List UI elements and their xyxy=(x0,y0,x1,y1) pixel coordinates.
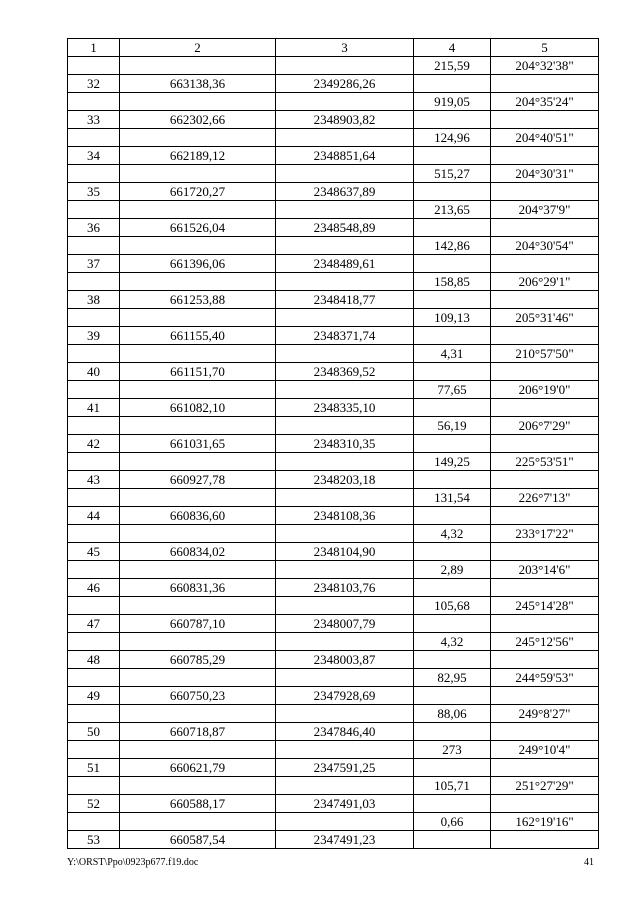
cell-bearing: 244°59'53" xyxy=(491,669,599,687)
cell-point-number: 42 xyxy=(68,435,120,453)
cell-distance: 2,89 xyxy=(414,561,491,579)
cell-bearing: 204°30'54" xyxy=(491,237,599,255)
footer-file-path: Y:\ORST\Ppo\0923p677.f19.doc xyxy=(67,857,199,868)
cell-x: 660834,02 xyxy=(120,543,276,561)
table-row xyxy=(68,93,599,111)
cell-y: 2348637,89 xyxy=(276,183,414,201)
cell-x xyxy=(120,129,276,147)
cell-x: 661396,06 xyxy=(120,255,276,273)
cell-x: 660787,10 xyxy=(120,615,276,633)
cell-y: 2348003,87 xyxy=(276,651,414,669)
cell-bearing: 162°19'16" xyxy=(491,813,599,831)
cell-x xyxy=(120,561,276,579)
cell-x xyxy=(120,93,276,111)
cell-bearing: 204°37'9" xyxy=(491,201,599,219)
cell-distance xyxy=(414,471,491,489)
table-row xyxy=(68,669,599,687)
cell-bearing xyxy=(491,327,599,345)
cell-point-number xyxy=(68,777,120,795)
table-row xyxy=(68,777,599,795)
cell-point-number xyxy=(68,813,120,831)
cell-distance xyxy=(414,615,491,633)
cell-y: 2348335,10 xyxy=(276,399,414,417)
table-row xyxy=(68,111,599,129)
cell-point-number: 47 xyxy=(68,615,120,633)
cell-y: 2348104,90 xyxy=(276,543,414,561)
table-row xyxy=(68,813,599,831)
cell-point-number xyxy=(68,741,120,759)
footer-page-number: 41 xyxy=(584,857,594,868)
cell-point-number: 49 xyxy=(68,687,120,705)
cell-bearing: 245°14'28" xyxy=(491,597,599,615)
cell-x: 660831,36 xyxy=(120,579,276,597)
cell-bearing: 206°29'1" xyxy=(491,273,599,291)
cell-distance: 213,65 xyxy=(414,201,491,219)
cell-bearing: 206°19'0" xyxy=(491,381,599,399)
cell-point-number xyxy=(68,597,120,615)
cell-bearing: 251°27'29" xyxy=(491,777,599,795)
cell-y xyxy=(276,345,414,363)
table-row xyxy=(68,309,599,327)
cell-distance: 105,68 xyxy=(414,597,491,615)
table-row xyxy=(68,561,599,579)
cell-bearing: 233°17'22" xyxy=(491,525,599,543)
cell-x xyxy=(120,381,276,399)
cell-point-number xyxy=(68,381,120,399)
cell-distance: 919,05 xyxy=(414,93,491,111)
table-row xyxy=(68,525,599,543)
cell-y: 2348203,18 xyxy=(276,471,414,489)
cell-bearing: 226°7'13" xyxy=(491,489,599,507)
cell-point-number xyxy=(68,273,120,291)
cell-distance xyxy=(414,147,491,165)
cell-y xyxy=(276,705,414,723)
cell-y: 2348489,61 xyxy=(276,255,414,273)
cell-y: 2348310,35 xyxy=(276,435,414,453)
table-row xyxy=(68,615,599,633)
cell-distance xyxy=(414,255,491,273)
cell-bearing xyxy=(491,111,599,129)
cell-distance: 4,31 xyxy=(414,345,491,363)
cell-distance: 77,65 xyxy=(414,381,491,399)
cell-bearing xyxy=(491,183,599,201)
cell-x xyxy=(120,813,276,831)
table-row xyxy=(68,255,599,273)
cell-x: 660750,23 xyxy=(120,687,276,705)
cell-point-number: 39 xyxy=(68,327,120,345)
cell-y xyxy=(276,309,414,327)
cell-bearing xyxy=(491,147,599,165)
cell-bearing xyxy=(491,579,599,597)
cell-distance xyxy=(414,579,491,597)
cell-distance: 131,54 xyxy=(414,489,491,507)
cell-point-number: 41 xyxy=(68,399,120,417)
cell-y xyxy=(276,633,414,651)
header-cell-y: 3 xyxy=(276,39,414,57)
cell-bearing: 203°14'6" xyxy=(491,561,599,579)
cell-y xyxy=(276,777,414,795)
cell-point-number: 33 xyxy=(68,111,120,129)
cell-y xyxy=(276,237,414,255)
table-row xyxy=(68,489,599,507)
cell-x xyxy=(120,777,276,795)
cell-x xyxy=(120,273,276,291)
cell-bearing: 204°30'31" xyxy=(491,165,599,183)
cell-point-number xyxy=(68,165,120,183)
cell-x xyxy=(120,345,276,363)
coordinates-table xyxy=(67,38,599,849)
cell-bearing: 204°40'51" xyxy=(491,129,599,147)
cell-point-number xyxy=(68,309,120,327)
cell-bearing xyxy=(491,759,599,777)
cell-y xyxy=(276,489,414,507)
table-row xyxy=(68,381,599,399)
cell-y: 2347591,25 xyxy=(276,759,414,777)
cell-distance xyxy=(414,435,491,453)
cell-x: 662302,66 xyxy=(120,111,276,129)
cell-point-number: 52 xyxy=(68,795,120,813)
cell-point-number: 35 xyxy=(68,183,120,201)
cell-point-number: 40 xyxy=(68,363,120,381)
cell-bearing: 205°31'46" xyxy=(491,309,599,327)
cell-y: 2348548,89 xyxy=(276,219,414,237)
cell-distance xyxy=(414,219,491,237)
cell-distance xyxy=(414,399,491,417)
table-row xyxy=(68,327,599,345)
cell-bearing xyxy=(491,723,599,741)
cell-x xyxy=(120,633,276,651)
coordinates-table-body xyxy=(68,39,599,849)
cell-x xyxy=(120,525,276,543)
table-row xyxy=(68,435,599,453)
cell-x: 660785,29 xyxy=(120,651,276,669)
cell-x: 660587,54 xyxy=(120,831,276,849)
cell-x: 662189,12 xyxy=(120,147,276,165)
cell-point-number xyxy=(68,669,120,687)
cell-bearing xyxy=(491,75,599,93)
cell-bearing xyxy=(491,219,599,237)
table-row xyxy=(68,705,599,723)
cell-distance xyxy=(414,327,491,345)
cell-point-number xyxy=(68,525,120,543)
cell-bearing: 225°53'51" xyxy=(491,453,599,471)
cell-y xyxy=(276,453,414,471)
cell-distance: 82,95 xyxy=(414,669,491,687)
table-row xyxy=(68,453,599,471)
cell-point-number: 34 xyxy=(68,147,120,165)
table-row xyxy=(68,507,599,525)
cell-distance xyxy=(414,543,491,561)
cell-x xyxy=(120,237,276,255)
cell-distance: 124,96 xyxy=(414,129,491,147)
table-row xyxy=(68,345,599,363)
cell-bearing xyxy=(491,795,599,813)
cell-y xyxy=(276,201,414,219)
cell-point-number xyxy=(68,489,120,507)
cell-distance xyxy=(414,651,491,669)
table-row xyxy=(68,543,599,561)
cell-distance: 0,66 xyxy=(414,813,491,831)
cell-distance: 56,19 xyxy=(414,417,491,435)
cell-bearing xyxy=(491,543,599,561)
cell-x xyxy=(120,57,276,75)
cell-x xyxy=(120,489,276,507)
header-cell-x: 2 xyxy=(120,39,276,57)
table-header-row xyxy=(68,39,599,57)
cell-y: 2347491,03 xyxy=(276,795,414,813)
cell-distance xyxy=(414,759,491,777)
cell-bearing xyxy=(491,831,599,849)
cell-x: 663138,36 xyxy=(120,75,276,93)
cell-distance xyxy=(414,831,491,849)
cell-x: 660718,87 xyxy=(120,723,276,741)
cell-x: 661253,88 xyxy=(120,291,276,309)
table-row xyxy=(68,759,599,777)
cell-y xyxy=(276,741,414,759)
cell-x xyxy=(120,201,276,219)
cell-bearing: 206°7'29" xyxy=(491,417,599,435)
cell-bearing: 204°35'24" xyxy=(491,93,599,111)
cell-bearing xyxy=(491,651,599,669)
header-cell-bearing: 5 xyxy=(491,39,599,57)
cell-x xyxy=(120,597,276,615)
cell-point-number: 50 xyxy=(68,723,120,741)
cell-point-number: 38 xyxy=(68,291,120,309)
cell-point-number xyxy=(68,201,120,219)
cell-y: 2347846,40 xyxy=(276,723,414,741)
cell-y xyxy=(276,57,414,75)
cell-bearing xyxy=(491,615,599,633)
cell-point-number xyxy=(68,129,120,147)
cell-y: 2348108,36 xyxy=(276,507,414,525)
cell-x: 661155,40 xyxy=(120,327,276,345)
cell-point-number xyxy=(68,705,120,723)
cell-distance: 4,32 xyxy=(414,525,491,543)
cell-distance: 4,32 xyxy=(414,633,491,651)
cell-distance xyxy=(414,687,491,705)
cell-distance: 158,85 xyxy=(414,273,491,291)
cell-bearing xyxy=(491,687,599,705)
cell-point-number: 43 xyxy=(68,471,120,489)
cell-x: 661526,04 xyxy=(120,219,276,237)
cell-distance: 149,25 xyxy=(414,453,491,471)
cell-x xyxy=(120,417,276,435)
cell-x: 660927,78 xyxy=(120,471,276,489)
cell-x xyxy=(120,309,276,327)
table-row xyxy=(68,633,599,651)
cell-y xyxy=(276,417,414,435)
table-row xyxy=(68,273,599,291)
cell-y: 2348903,82 xyxy=(276,111,414,129)
cell-x: 661082,10 xyxy=(120,399,276,417)
cell-y: 2348369,52 xyxy=(276,363,414,381)
cell-x: 661031,65 xyxy=(120,435,276,453)
cell-point-number xyxy=(68,453,120,471)
table-row xyxy=(68,201,599,219)
header-cell-point-number: 1 xyxy=(68,39,120,57)
cell-y xyxy=(276,165,414,183)
cell-bearing xyxy=(491,255,599,273)
cell-point-number: 45 xyxy=(68,543,120,561)
cell-point-number: 36 xyxy=(68,219,120,237)
table-row xyxy=(68,723,599,741)
cell-x xyxy=(120,453,276,471)
cell-y: 2348851,64 xyxy=(276,147,414,165)
cell-y xyxy=(276,813,414,831)
table-row xyxy=(68,417,599,435)
table-row xyxy=(68,147,599,165)
cell-bearing: 210°57'50" xyxy=(491,345,599,363)
cell-distance xyxy=(414,507,491,525)
cell-bearing: 249°10'4" xyxy=(491,741,599,759)
cell-y: 2347491,23 xyxy=(276,831,414,849)
cell-bearing xyxy=(491,435,599,453)
table-row xyxy=(68,219,599,237)
cell-bearing xyxy=(491,363,599,381)
cell-y: 2348007,79 xyxy=(276,615,414,633)
cell-distance xyxy=(414,723,491,741)
cell-x: 661151,70 xyxy=(120,363,276,381)
cell-point-number: 44 xyxy=(68,507,120,525)
table-row xyxy=(68,363,599,381)
cell-point-number xyxy=(68,57,120,75)
table-row xyxy=(68,399,599,417)
cell-point-number: 48 xyxy=(68,651,120,669)
table-row xyxy=(68,579,599,597)
cell-x xyxy=(120,669,276,687)
cell-x: 661720,27 xyxy=(120,183,276,201)
cell-y: 2349286,26 xyxy=(276,75,414,93)
cell-bearing: 245°12'56" xyxy=(491,633,599,651)
table-row xyxy=(68,741,599,759)
table-row xyxy=(68,651,599,669)
cell-point-number: 46 xyxy=(68,579,120,597)
cell-point-number xyxy=(68,345,120,363)
cell-x: 660621,79 xyxy=(120,759,276,777)
cell-point-number xyxy=(68,633,120,651)
cell-y xyxy=(276,597,414,615)
cell-y: 2348371,74 xyxy=(276,327,414,345)
table-row xyxy=(68,129,599,147)
header-cell-distance: 4 xyxy=(414,39,491,57)
cell-x: 660836,60 xyxy=(120,507,276,525)
cell-distance xyxy=(414,795,491,813)
cell-distance: 105,71 xyxy=(414,777,491,795)
table-row xyxy=(68,687,599,705)
cell-bearing: 249°8'27" xyxy=(491,705,599,723)
cell-distance: 109,13 xyxy=(414,309,491,327)
cell-distance xyxy=(414,363,491,381)
cell-point-number xyxy=(68,417,120,435)
cell-distance xyxy=(414,75,491,93)
table-row xyxy=(68,471,599,489)
cell-bearing xyxy=(491,471,599,489)
cell-y xyxy=(276,561,414,579)
table-row xyxy=(68,57,599,75)
cell-distance: 273 xyxy=(414,741,491,759)
cell-distance xyxy=(414,291,491,309)
cell-point-number: 53 xyxy=(68,831,120,849)
cell-distance: 215,59 xyxy=(414,57,491,75)
cell-distance: 142,86 xyxy=(414,237,491,255)
cell-x: 660588,17 xyxy=(120,795,276,813)
cell-bearing xyxy=(491,399,599,417)
cell-point-number: 32 xyxy=(68,75,120,93)
cell-x xyxy=(120,705,276,723)
table-row xyxy=(68,831,599,849)
cell-y xyxy=(276,273,414,291)
cell-bearing xyxy=(491,291,599,309)
cell-y xyxy=(276,525,414,543)
cell-y: 2348418,77 xyxy=(276,291,414,309)
cell-point-number xyxy=(68,561,120,579)
cell-distance xyxy=(414,111,491,129)
cell-y xyxy=(276,129,414,147)
cell-y xyxy=(276,669,414,687)
table-row xyxy=(68,237,599,255)
table-row xyxy=(68,597,599,615)
cell-y xyxy=(276,381,414,399)
cell-y: 2347928,69 xyxy=(276,687,414,705)
cell-y: 2348103,76 xyxy=(276,579,414,597)
cell-point-number: 51 xyxy=(68,759,120,777)
cell-y xyxy=(276,93,414,111)
cell-distance: 515,27 xyxy=(414,165,491,183)
cell-point-number xyxy=(68,237,120,255)
cell-distance: 88,06 xyxy=(414,705,491,723)
table-row xyxy=(68,795,599,813)
table-row xyxy=(68,165,599,183)
table-row xyxy=(68,291,599,309)
cell-bearing xyxy=(491,507,599,525)
cell-bearing: 204°32'38" xyxy=(491,57,599,75)
table-row xyxy=(68,183,599,201)
cell-distance xyxy=(414,183,491,201)
cell-x xyxy=(120,165,276,183)
cell-point-number xyxy=(68,93,120,111)
cell-point-number: 37 xyxy=(68,255,120,273)
cell-x xyxy=(120,741,276,759)
table-row xyxy=(68,75,599,93)
